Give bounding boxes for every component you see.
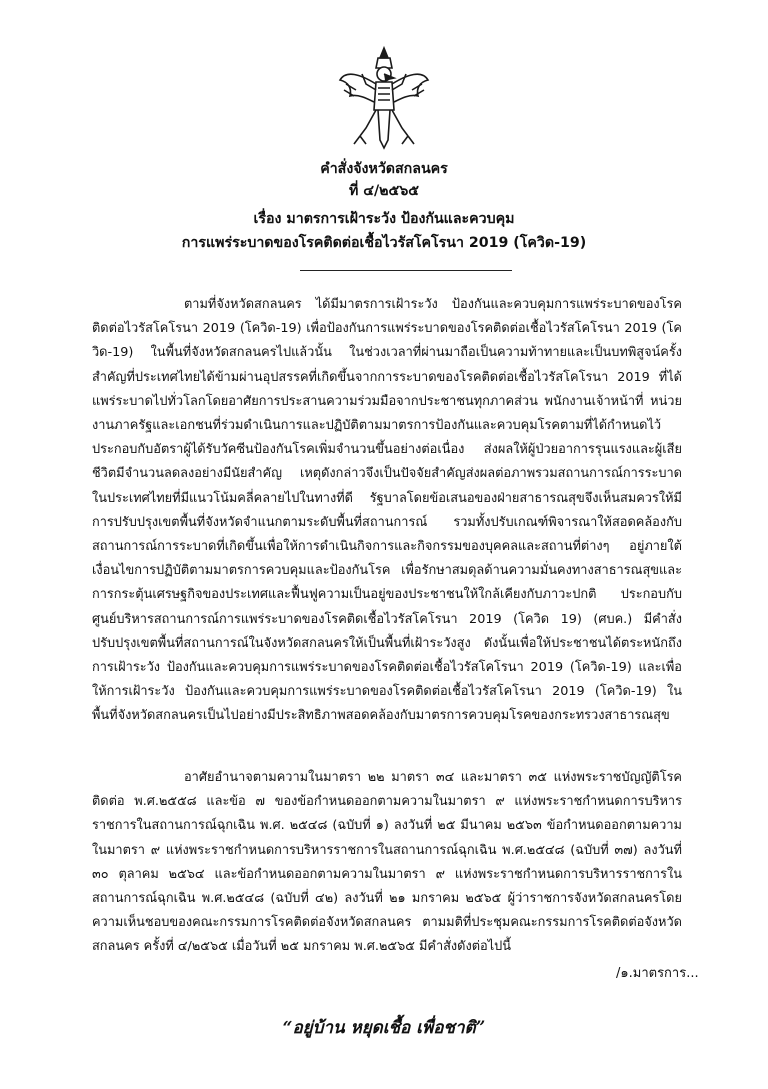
body-paragraph-1: ตามที่จังหวัดสกลนคร ได้มีมาตรการเฝ้าระวัง ป้องกันและควบคุมการแพร่ระบาดของโรคติดต่อไวรัสโคโรนา 2019 (โควิด-19) เพื่อป้องกันการแพร่ระบาดของโรคติดต่อเชื้อไวรัสโคโรนา 2019 (โควิด-19) ในพื้นที่จังหวัดสกลนครไปแล้วนั้น ในช่วงเวลาที่ผ่านมาถือเป็นความท้าทายและเป็นบทพิสูจน์ครั้งสำคัญที่ประเทศไทยได้ข้ามผ่านอุปสรรคที่เกิดขึ้นจากการระบาดของโรคติดต่อเชื้อไวรัสโคโรนา 2019 ที่ได้แพร่ระบาดไปทั่วโลกโดยอาศัยการประสานความร่วมมือจากประชาชนทุกภาคส่วน พนักงานเจ้าหน้าที่ หน่วยงานภาครัฐและเอกชนที่ร่วมดำเนินการและปฏิบัติตามมาตรการป้องกันและควบคุมโรคตามที่ได้กำหนดไว้ ประกอบกับอัตราผู้ได้รับวัคซีนป้องกันโรคเพิ่มจำนวนขึ้นอย่างต่อเนื่อง ส่งผลให้ผู้ป่วยอาการรุนแรงและผู้เสียชีวิตมีจำนวนลดลงอย่างมีนัยสำคัญ เหตุดังกล่าวจึงเป็นปัจจัยสำคัญส่งผลต่อภาพรวมสถานการณ์การระบาดในประเทศไทยที่มีแนวโน้มคลี่คลายไปในทางที่ดี รัฐบาลโดยข้อเสนอของฝ่ายสาธารณสุขจึงเห็นสมควรให้มีการปรับปรุงเขตพื้นที่จังหวัดจำแนกตามระดับพื้นที่สถานการณ์ รวมทั้งปรับเกณฑ์พิจารณาให้สอดคล้องกับสถานการณ์การระบาดที่เกิดขึ้นเพื่อให้การดำเนินกิจการและกิจกรรมของบุคคลและสถานที่ต่างๆ อยู่ภายใต้เงื่อนไขการปฏิบัติตามมาตรการควบคุมและป้องกันโรค เพื่อรักษาสมดุลด้านความมั่นคงทางสาธารณสุขและการกระตุ้นเศรษฐกิจของประเทศและฟื้นฟูความเป็นอยู่ของประชาชนให้ใกล้เคียงกับภาวะปกติ ประกอบกับศูนย์บริหารสถานการณ์การแพร่ระบาดของโรคติดเชื้อไวรัสโคโรนา 2019 (โควิด 19) (ศบค.) มีคำสั่งปรับปรุงเขตพื้นที่สถานการณ์ในจังหวัดสกลนครให้เป็นพื้นที่เฝ้าระวังสูง ดังนั้นเพื่อให้ประชาชนได้ตระหนักถึงการเฝ้าระวัง ป้องกันและควบคุมการแพร่ระบาดของโรคติดต่อเชื้อไวรัสโคโรนา 2019 (โควิด-19) และเพื่อให้การเฝ้าระวัง ป้องกันและควบคุมการแพร่ระบาดของโรคติดต่อเชื้อไวรัสโคโรนา 2019 (โควิด-19) ในพื้นที่จังหวัดสกลนครเป็นไปอย่างมีประสิทธิภาพสอดคล้องกับมาตรการควบคุมโรคของกระทรวงสาธารณสุข (92, 297, 682, 724)
heading-divider (300, 270, 512, 271)
garuda-emblem-icon (336, 44, 432, 154)
subject-line-2: การแพร่ระบาดของโรคติดต่อเชื้อไวรัสโคโรนา 2019 (โควิด-19) (181, 235, 587, 251)
motto: “อยู่บ้าน หยุดเชื้อ เพื่อชาติ” (282, 1018, 486, 1038)
order-number: ที่ ๔/๒๕๖๕ (348, 183, 420, 199)
continuation-reference: /๑.มาตรการ... (616, 966, 699, 981)
order-title: คำสั่งจังหวัดสกลนคร (320, 161, 448, 177)
body-paragraph-2: อาศัยอำนาจตามความในมาตรา ๒๒ มาตรา ๓๔ และมาตรา ๓๕ แห่งพระราชบัญญัติโรคติดต่อ พ.ศ.๒๕๕๘ และข้อ ๗ ของข้อกำหนดออกตามความในมาตรา ๙ แห่งพระราชกำหนดการบริหารราชการในสถานการณ์ฉุกเฉิน พ.ศ. ๒๕๔๘ (ฉบับที่ ๑) ลงวันที่ ๒๕ มีนาคม ๒๕๖๓ ข้อกำหนดออกตามความในมาตรา ๙ แห่งพระราชกำหนดการบริหารราชการในสถานการณ์ฉุกเฉิน พ.ศ.๒๕๔๘ (ฉบับที่ ๓๗) ลงวันที่ ๓๐ ตุลาคม ๒๕๖๔ และข้อกำหนดออกตามความในมาตรา ๙ แห่งพระราชกำหนดการบริหารราชการในสถานการณ์ฉุกเฉิน พ.ศ.๒๕๔๘ (ฉบับที่ ๔๒) ลงวันที่ ๒๑ มกราคม ๒๕๖๕ ผู้ว่าราชการจังหวัดสกลนครโดยความเห็นชอบของคณะกรรมการโรคติดต่อจังหวัดสกลนคร ตามมติที่ประชุมคณะกรรมการโรคติดต่อจังหวัดสกลนคร ครั้งที่ ๔/๒๕๖๕ เมื่อวันที่ ๒๕ มกราคม พ.ศ.๒๕๖๕ มีคำสั่งดังต่อไปนี้ (92, 770, 682, 955)
subject-line-1: เรื่อง มาตรการเฝ้าระวัง ป้องกันและควบคุม (253, 211, 515, 227)
